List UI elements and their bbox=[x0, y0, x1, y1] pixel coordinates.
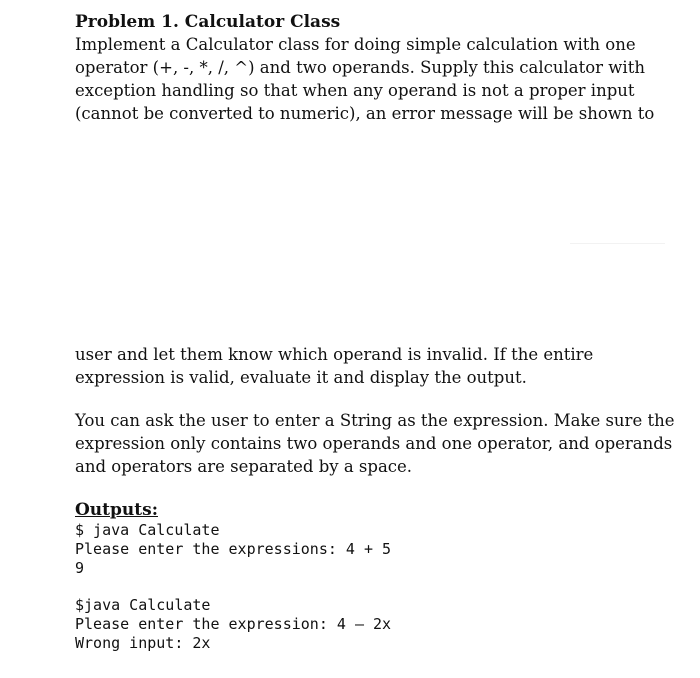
code-line: Wrong input: 2x bbox=[75, 634, 211, 652]
text-line: expression is valid, evaluate it and display the output. bbox=[75, 368, 527, 387]
text-line: operator (+, -, *, /, ^) and two operands. Supply this calculator with bbox=[75, 58, 645, 77]
intro-paragraph bbox=[75, 33, 675, 125]
text-line: Implement a Calculator class for doing simple calculation with one bbox=[75, 35, 636, 54]
text-line: (cannot be converted to numeric), an error message will be shown to bbox=[75, 104, 655, 123]
text-line: and operators are separated by a space. bbox=[75, 457, 413, 476]
code-line: $java Calculate bbox=[75, 596, 211, 614]
instruction-paragraph bbox=[75, 409, 675, 478]
continuation-section bbox=[75, 343, 675, 389]
continuation-paragraph bbox=[75, 343, 675, 389]
code-line: Please enter the expression: 4 – 2x bbox=[75, 615, 392, 633]
text-line: expression only contains two operands and one operator, and operands bbox=[75, 434, 673, 453]
problem-title: Problem 1. Calculator Class bbox=[75, 12, 341, 32]
code-line: Please enter the expressions: 4 + 5 bbox=[75, 540, 392, 558]
code-line: 9 bbox=[75, 559, 85, 577]
example-output-1 bbox=[75, 521, 675, 578]
faint-divider bbox=[570, 243, 665, 244]
outputs-section bbox=[75, 499, 675, 578]
problem-section bbox=[75, 11, 675, 125]
text-line: You can ask the user to enter a String as the expression. Make sure the bbox=[75, 411, 675, 430]
text-line: exception handling so that when any operand is not a proper input bbox=[75, 81, 635, 100]
example-output-2 bbox=[75, 596, 675, 653]
instruction-section bbox=[75, 409, 675, 478]
text-line: user and let them know which operand is invalid. If the entire bbox=[75, 345, 594, 364]
outputs-heading: Outputs: bbox=[75, 500, 158, 520]
outputs-section-2 bbox=[75, 596, 675, 653]
code-line: $ java Calculate bbox=[75, 521, 220, 539]
